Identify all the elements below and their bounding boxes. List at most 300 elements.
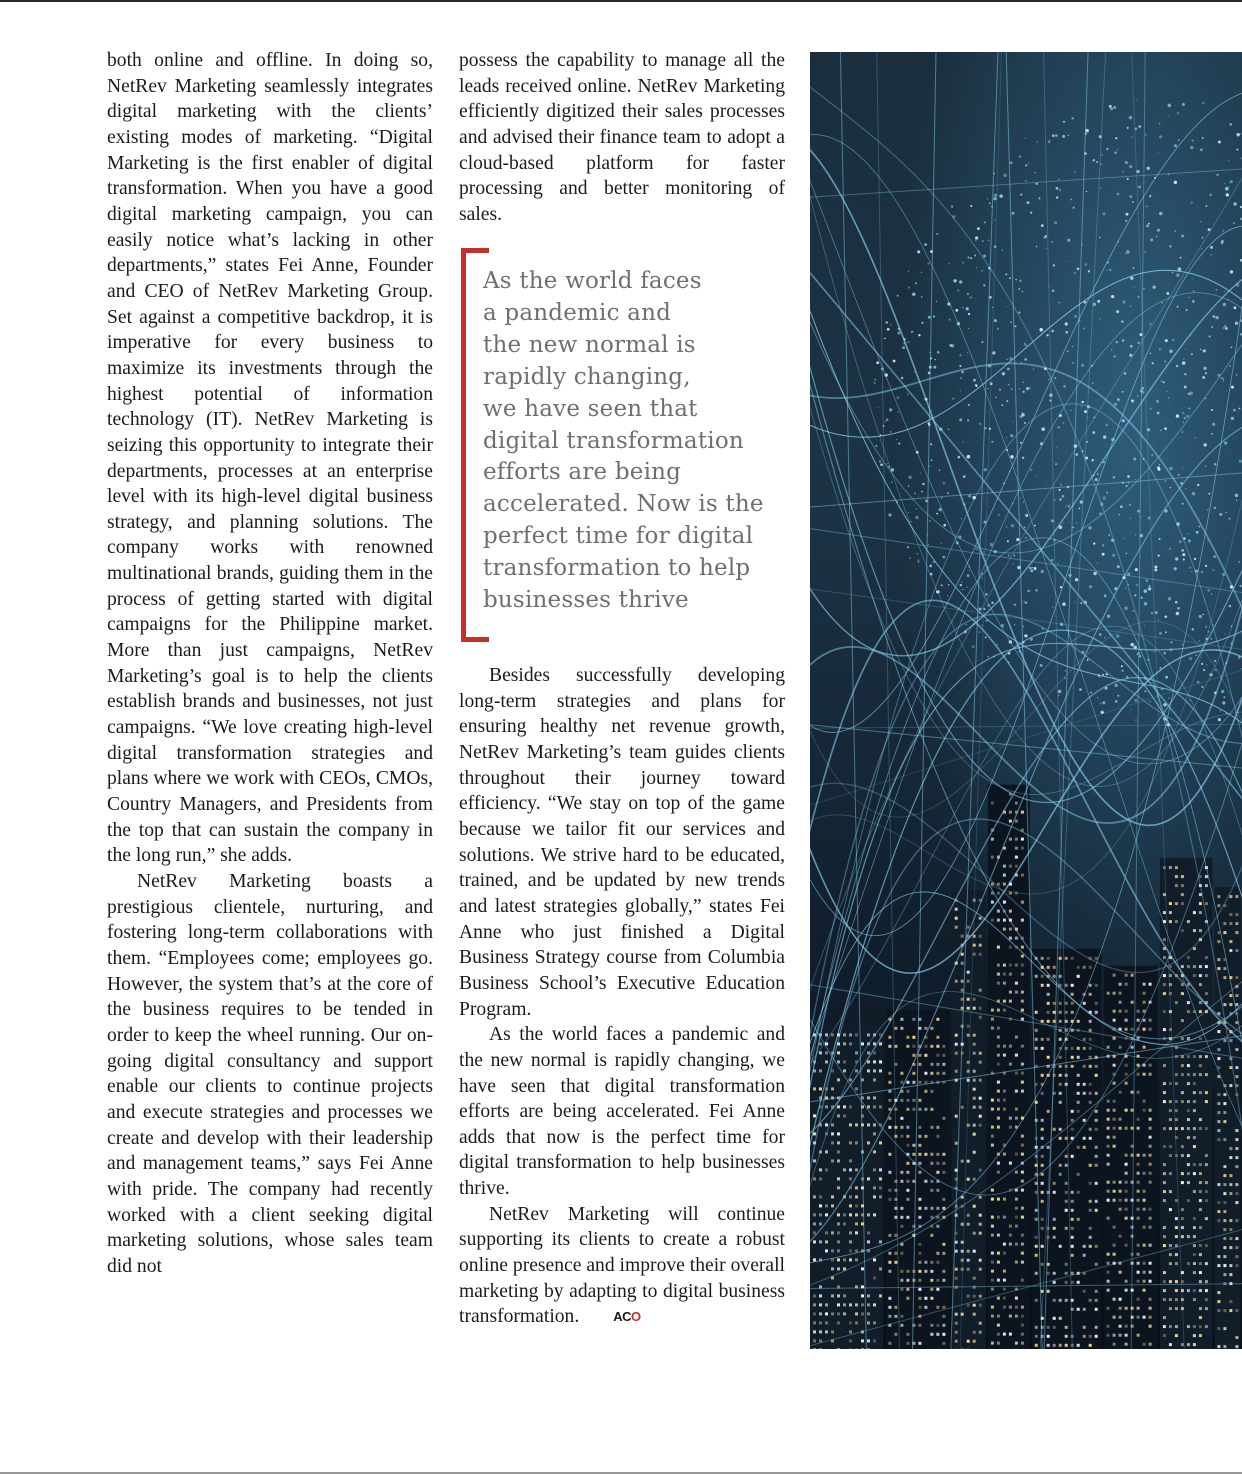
photo-detail <box>1063 121 1065 123</box>
photo-detail <box>1197 484 1199 486</box>
photo-detail <box>1095 1164 1098 1167</box>
photo-detail <box>819 1087 822 1090</box>
photo-detail <box>973 1124 976 1127</box>
photo-detail <box>994 319 997 322</box>
photo-detail <box>1137 1253 1140 1256</box>
photo-detail <box>1015 1054 1018 1057</box>
photo-detail <box>966 587 967 588</box>
photo-detail <box>1123 538 1124 539</box>
photo-detail <box>918 1207 921 1210</box>
photo-detail <box>1059 498 1061 500</box>
photo-detail <box>1217 1093 1220 1096</box>
photo-detail <box>1047 1344 1050 1347</box>
photo-detail <box>1047 1038 1050 1041</box>
article-column-middle-top <box>459 48 785 228</box>
photo-detail <box>1214 463 1217 466</box>
photo-detail <box>1107 614 1110 617</box>
photo-detail <box>1217 1255 1220 1258</box>
photo-detail <box>1125 1244 1128 1247</box>
photo-detail <box>855 1321 858 1324</box>
photo-detail <box>1235 1219 1238 1222</box>
photo-detail <box>1150 323 1152 325</box>
photo-detail <box>979 1061 982 1064</box>
photo-detail <box>1181 1235 1184 1238</box>
photo-detail <box>1169 1262 1172 1265</box>
photo-detail <box>1071 1047 1074 1050</box>
photo-detail <box>951 205 953 207</box>
photo-detail <box>1068 135 1069 136</box>
photo-detail <box>1177 112 1179 114</box>
photo-detail <box>1199 1280 1202 1283</box>
photo-detail <box>949 319 951 321</box>
photo-detail <box>1238 561 1240 563</box>
photo-detail <box>906 1126 909 1129</box>
photo-detail <box>831 1249 834 1252</box>
photo-detail <box>1187 1055 1190 1058</box>
photo-detail <box>1047 1002 1050 1005</box>
photo-detail <box>942 1045 945 1048</box>
photo-detail <box>837 1078 840 1081</box>
photo-detail <box>843 1168 846 1171</box>
photo-detail <box>1095 1128 1098 1131</box>
photo-detail <box>1199 1244 1202 1247</box>
photo-detail <box>813 1114 816 1117</box>
photo-detail <box>918 1243 921 1246</box>
photo-detail <box>1071 1245 1074 1248</box>
photo-detail <box>1089 1065 1092 1068</box>
pull-quote <box>461 248 791 642</box>
photo-detail <box>867 1123 870 1126</box>
photo-detail <box>1169 1109 1172 1112</box>
photo-detail <box>1083 328 1084 329</box>
photo-detail <box>1025 537 1027 539</box>
photo-detail <box>810 1025 883 1349</box>
photo-detail <box>1099 633 1102 636</box>
photo-detail <box>831 1123 834 1126</box>
photo-detail <box>1159 135 1162 138</box>
photo-detail <box>1015 838 1018 841</box>
photo-detail <box>1217 1048 1220 1051</box>
photo-detail <box>975 236 978 239</box>
photo-detail <box>921 491 923 493</box>
photo-detail <box>1229 994 1232 997</box>
photo-detail <box>1149 1208 1152 1211</box>
photo-detail <box>918 1279 921 1282</box>
photo-detail <box>1053 1344 1056 1347</box>
photo-detail <box>997 919 1000 922</box>
photo-detail <box>941 543 942 544</box>
photo-detail <box>1006 306 1007 307</box>
photo-detail <box>1221 240 1224 243</box>
photo-detail <box>906 1198 909 1201</box>
photo-detail <box>1003 1216 1006 1219</box>
photo-detail <box>1041 1191 1044 1194</box>
photo-detail <box>930 1180 933 1183</box>
photo-detail <box>1163 1289 1166 1292</box>
photo-detail <box>930 1108 933 1111</box>
photo-detail <box>837 1150 840 1153</box>
photo-detail <box>879 1060 882 1063</box>
photo-detail <box>1235 1156 1238 1159</box>
photo-detail <box>1165 615 1167 617</box>
photo-detail <box>1217 895 1220 898</box>
photo-detail <box>958 456 961 459</box>
photo-detail <box>1113 992 1116 995</box>
photo-detail <box>959 365 961 367</box>
photo-detail <box>1137 1163 1140 1166</box>
photo-detail <box>1025 164 1027 166</box>
photo-detail <box>876 361 879 364</box>
photo-detail <box>1169 1280 1172 1283</box>
article-paragraph: As the world faces a pandemic and the new normal is rapidly changing, we have seen that digital transformation efforts are being accelerated. Fei Anne adds that now is the perfect time for digital transformation to help businesses thrive. <box>459 1024 785 1200</box>
photo-detail <box>1015 279 1017 281</box>
photo-detail <box>942 1054 945 1057</box>
photo-detail <box>1021 1144 1024 1147</box>
photo-detail <box>997 1099 1000 1102</box>
photo-detail <box>1169 1244 1172 1247</box>
photo-detail <box>1023 382 1024 383</box>
photo-detail <box>849 1105 852 1108</box>
photo-detail <box>1024 343 1026 345</box>
photo-detail <box>1199 1172 1202 1175</box>
photo-detail <box>1149 1073 1152 1076</box>
end-mark-logo-icon: ACO <box>613 1309 641 1325</box>
photo-detail <box>1175 1235 1178 1238</box>
photo-detail <box>819 1312 822 1315</box>
photo-detail <box>1003 1243 1006 1246</box>
photo-detail <box>1199 929 1202 932</box>
photo-detail <box>1077 1173 1080 1176</box>
photo-detail <box>1163 1226 1166 1229</box>
photo-detail <box>962 262 964 264</box>
photo-detail <box>1223 1093 1226 1096</box>
photo-detail <box>936 1126 939 1129</box>
photo-detail <box>888 1081 891 1084</box>
photo-detail <box>1107 1109 1110 1112</box>
photo-detail <box>1089 1137 1092 1140</box>
photo-detail <box>1121 320 1124 323</box>
photo-detail <box>1075 578 1078 581</box>
photo-detail <box>955 1043 958 1046</box>
photo-detail <box>1228 160 1229 161</box>
photo-detail <box>988 240 989 241</box>
photo-detail <box>1193 1073 1196 1076</box>
photo-detail <box>1169 1307 1172 1310</box>
photo-detail <box>930 1090 933 1093</box>
photo-detail <box>855 1141 858 1144</box>
photo-detail <box>1107 1253 1110 1256</box>
photo-detail <box>930 1063 933 1066</box>
photo-detail <box>998 514 1000 516</box>
photo-detail <box>819 1303 822 1306</box>
photo-detail <box>920 472 921 473</box>
photo-detail <box>1107 1046 1110 1049</box>
photo-detail <box>1015 1342 1018 1345</box>
photo-detail <box>1157 412 1160 415</box>
photo-detail <box>1018 312 1020 314</box>
photo-detail <box>1149 1325 1152 1328</box>
photo-detail <box>867 1141 870 1144</box>
photo-detail <box>1107 1163 1110 1166</box>
photo-detail <box>1059 1056 1062 1059</box>
photo-detail <box>991 1108 994 1111</box>
photo-detail <box>1077 1308 1080 1311</box>
photo-detail <box>1113 476 1116 479</box>
photo-detail <box>1185 349 1186 350</box>
photo-detail <box>1137 1307 1140 1310</box>
photo-detail <box>1102 553 1105 556</box>
photo-detail <box>1126 485 1128 487</box>
photo-detail <box>1119 1316 1122 1319</box>
photo-detail <box>1226 193 1229 196</box>
photo-detail <box>1172 339 1174 341</box>
photo-detail <box>1223 1165 1226 1168</box>
photo-detail <box>1125 161 1128 164</box>
photo-detail <box>1181 1343 1184 1346</box>
photo-detail <box>1176 612 1179 615</box>
photo-detail <box>997 1234 1000 1237</box>
photo-detail <box>1235 1138 1238 1141</box>
photo-detail <box>1163 1163 1166 1166</box>
photo-detail <box>1113 1316 1116 1319</box>
photo-detail <box>1237 133 1238 134</box>
photo-detail <box>900 1027 903 1030</box>
photo-detail <box>1149 1172 1152 1175</box>
photo-detail <box>1023 601 1024 602</box>
photo-detail <box>1230 270 1233 273</box>
photo-detail <box>1089 1299 1092 1302</box>
photo-detail <box>1229 1147 1232 1150</box>
photo-detail <box>1199 1064 1202 1067</box>
photo-detail <box>1223 1039 1226 1042</box>
photo-detail <box>936 301 937 302</box>
photo-detail <box>1041 427 1045 431</box>
photo-detail <box>967 1340 970 1343</box>
photo-detail <box>867 1312 870 1315</box>
photo-detail <box>1048 140 1051 143</box>
photo-detail <box>873 1105 876 1108</box>
photo-detail <box>1193 1055 1196 1058</box>
photo-detail <box>888 1306 891 1309</box>
photo-detail <box>1053 1281 1056 1284</box>
photo-detail <box>1149 1244 1152 1247</box>
photo-detail <box>1089 1200 1092 1203</box>
photo-detail <box>924 1297 927 1300</box>
photo-detail <box>855 1204 858 1207</box>
photo-detail <box>1015 1306 1018 1309</box>
photo-detail <box>959 418 962 421</box>
photo-detail <box>843 1060 846 1063</box>
photo-detail <box>1205 875 1208 878</box>
photo-detail <box>1065 1164 1068 1167</box>
photo-detail <box>991 1288 994 1291</box>
photo-detail <box>1175 920 1178 923</box>
photo-detail <box>1187 1136 1190 1139</box>
photo-detail <box>1175 1334 1178 1337</box>
photo-detail <box>1015 802 1018 805</box>
photo-detail <box>1168 104 1171 107</box>
photo-detail <box>1003 964 1006 967</box>
photo-detail <box>1143 1271 1146 1274</box>
photo-detail <box>1144 625 1145 626</box>
photo-detail <box>997 1045 1000 1048</box>
photo-detail <box>1065 1272 1068 1275</box>
photo-detail <box>888 1270 891 1273</box>
photo-detail <box>918 1288 921 1291</box>
photo-detail <box>955 917 958 920</box>
photo-detail <box>1054 499 1055 500</box>
photo-detail <box>894 1306 897 1309</box>
photo-detail <box>1131 1028 1134 1031</box>
photo-detail <box>1058 690 1061 693</box>
photo-detail <box>1005 273 1007 275</box>
photo-detail <box>1191 628 1193 630</box>
photo-detail <box>1021 1072 1024 1075</box>
photo-detail <box>1214 887 1240 1349</box>
photo-detail <box>1143 983 1146 986</box>
photo-detail <box>907 341 909 343</box>
photo-detail <box>813 1294 816 1297</box>
photo-detail <box>1235 494 1238 497</box>
photo-detail <box>918 1063 921 1066</box>
photo-detail <box>1163 992 1166 995</box>
photo-detail <box>900 1315 903 1318</box>
photo-detail <box>1205 956 1208 959</box>
photo-detail <box>918 1153 921 1156</box>
photo-detail <box>930 443 932 445</box>
photo-detail <box>1233 202 1236 205</box>
photo-detail <box>1095 1290 1098 1293</box>
photo-detail <box>1159 212 1163 216</box>
photo-detail <box>928 316 931 319</box>
photo-detail <box>1013 421 1014 422</box>
photo-detail <box>1125 1190 1128 1193</box>
photo-detail <box>912 1036 915 1039</box>
photo-detail <box>1187 1289 1190 1292</box>
photo-detail <box>1072 527 1074 529</box>
photo-detail <box>1175 1226 1178 1229</box>
photo-detail <box>1122 670 1124 672</box>
photo-detail <box>1041 1038 1044 1041</box>
photo-detail <box>1217 1066 1220 1069</box>
photo-detail <box>1163 1010 1166 1013</box>
photo-detail <box>1077 975 1080 978</box>
photo-detail <box>1046 248 1047 249</box>
photo-detail <box>1047 1146 1050 1149</box>
photo-detail <box>1183 422 1184 423</box>
photo-detail <box>1065 984 1068 987</box>
photo-detail <box>1235 1201 1238 1204</box>
photo-detail <box>943 482 946 485</box>
photo-detail <box>1199 1316 1202 1319</box>
photo-detail <box>849 1348 852 1349</box>
photo-detail <box>937 351 940 354</box>
photo-detail <box>1225 327 1228 330</box>
photo-detail <box>1035 1272 1038 1275</box>
photo-detail <box>1217 1300 1220 1303</box>
photo-detail <box>1003 1279 1006 1282</box>
photo-detail <box>997 1342 1000 1345</box>
photo-detail <box>1143 1343 1146 1346</box>
photo-detail <box>1089 966 1092 969</box>
photo-detail <box>1163 1127 1166 1130</box>
photo-detail <box>1036 246 1038 248</box>
photo-detail <box>1161 302 1162 303</box>
photo-detail <box>997 910 1000 913</box>
photo-detail <box>1102 544 1104 546</box>
photo-detail <box>1137 1073 1140 1076</box>
photo-detail <box>918 1162 921 1165</box>
photo-detail <box>1062 602 1066 606</box>
photo-detail <box>912 1099 915 1102</box>
photo-detail <box>906 1099 909 1102</box>
photo-detail <box>1021 1171 1024 1174</box>
photo-detail <box>1107 1181 1110 1184</box>
photo-detail <box>1003 1054 1006 1057</box>
photo-detail <box>1149 1163 1152 1166</box>
photo-detail <box>843 1303 846 1306</box>
photo-detail <box>1051 330 1054 333</box>
photo-detail <box>1137 1010 1140 1013</box>
photo-detail <box>1205 1280 1208 1283</box>
photo-detail <box>813 1348 816 1349</box>
pull-quote-line: we have seen that <box>483 395 698 422</box>
photo-detail <box>867 1240 870 1243</box>
photo-detail <box>1181 965 1184 968</box>
photo-detail <box>843 1294 846 1297</box>
photo-detail <box>1065 1155 1068 1158</box>
photo-detail <box>1175 230 1177 232</box>
photo-detail <box>1192 140 1194 142</box>
photo-detail <box>1119 1199 1122 1202</box>
photo-detail <box>1125 1181 1128 1184</box>
photo-detail <box>1107 1262 1110 1265</box>
photo-detail <box>1113 1145 1116 1148</box>
photo-detail <box>1024 422 1026 424</box>
photo-detail <box>1067 239 1070 242</box>
photo-detail <box>1053 1272 1056 1275</box>
photo-detail <box>1114 684 1118 688</box>
photo-detail <box>1107 1325 1110 1328</box>
photo-detail <box>843 1042 846 1045</box>
photo-detail <box>1187 1199 1190 1202</box>
photo-detail <box>977 227 980 230</box>
photo-detail <box>1172 272 1174 274</box>
photo-detail <box>1208 493 1210 495</box>
photo-detail <box>1014 624 1015 625</box>
photo-detail <box>1100 188 1102 190</box>
photo-detail <box>1083 1002 1086 1005</box>
photo-detail <box>1021 1063 1024 1066</box>
photo-detail <box>955 908 958 911</box>
photo-detail <box>1063 385 1066 388</box>
photo-detail <box>1035 1299 1038 1302</box>
photo-detail <box>997 1063 1000 1066</box>
photo-detail <box>1172 685 1173 686</box>
photo-detail <box>1117 149 1118 150</box>
photo-detail <box>1165 631 1167 633</box>
photo-detail <box>1181 234 1184 237</box>
photo-detail <box>1235 913 1238 916</box>
photo-detail <box>1117 565 1120 568</box>
bottom-rule <box>0 1472 1242 1474</box>
photo-detail <box>1199 1127 1202 1130</box>
photo-detail <box>1199 1226 1202 1229</box>
photo-detail <box>974 255 976 257</box>
photo-detail <box>1192 492 1195 495</box>
photo-detail <box>1154 569 1157 572</box>
photo-detail <box>888 1126 891 1129</box>
